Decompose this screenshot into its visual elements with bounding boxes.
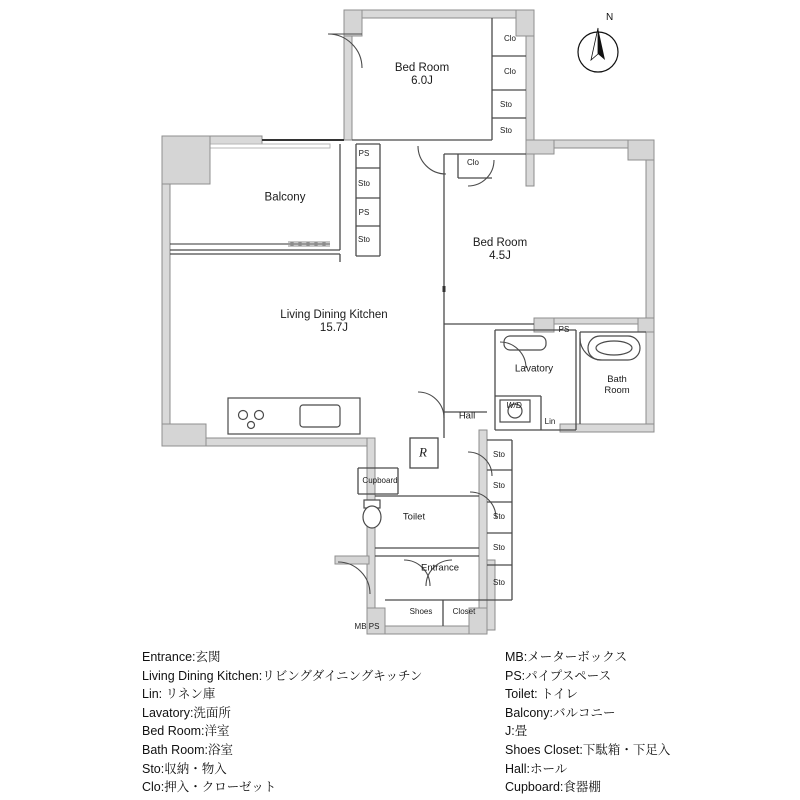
room-name: Bed Room <box>394 61 450 74</box>
legend-item: Cupboard:食器棚 <box>505 780 601 795</box>
room-name: Bath Room <box>604 374 630 396</box>
label-clo-mid: Clo <box>466 158 480 167</box>
label-mb-ps: MB PS <box>354 622 380 631</box>
legend-item: Hall:ホール <box>505 761 568 776</box>
legend-column-left <box>142 648 422 797</box>
kitchen-fixtures <box>228 398 360 434</box>
label-sto-top-2: Sto <box>499 126 513 135</box>
structural-walls <box>162 10 654 634</box>
room-name: Living Dining Kitchen <box>280 308 388 321</box>
bath-tub <box>588 336 640 360</box>
label-sto-col-5: Sto <box>492 578 506 587</box>
label-refrigerator: R <box>419 444 427 460</box>
room-size: 6.0J <box>411 75 433 87</box>
label-sto-top-1: Sto <box>499 100 513 109</box>
label-cupboard: Cupboard <box>362 476 398 485</box>
room-name: Lavatory <box>514 363 554 375</box>
room-size: 4.5J <box>489 250 511 262</box>
label-shoes: Shoes <box>409 607 433 616</box>
label-ps-2: PS <box>358 208 370 217</box>
label-sto-col-3: Sto <box>492 512 506 521</box>
label-sto-col-4: Sto <box>492 543 506 552</box>
legend-item: Shoes Closet:下駄箱・下足入 <box>505 742 671 757</box>
room-name: Entrance <box>420 562 460 574</box>
label-clo-top-1: Clo <box>503 34 517 43</box>
legend-item: Sto:収納・物入 <box>142 761 227 776</box>
legend-item: Lavatory:洗面所 <box>142 705 231 720</box>
legend-item: Entrance:玄関 <box>142 650 221 664</box>
legend-item: Balcony:バルコニー <box>505 705 616 720</box>
legend-item: MB:メーターボックス <box>505 650 628 664</box>
label-sto-left-2: Sto <box>357 235 371 244</box>
label-lin: Lin <box>544 417 556 426</box>
legend-item: Toilet: トイレ <box>505 687 579 702</box>
door-swings <box>234 34 602 594</box>
label-ps-3: PS <box>558 325 570 334</box>
glazing <box>170 140 444 292</box>
label-washer-dryer: W/D <box>506 401 522 410</box>
legend-column-right <box>505 648 670 797</box>
label-ps-1: PS <box>358 149 370 158</box>
room-name: Balcony <box>264 191 306 204</box>
room-name: Toilet <box>402 511 426 523</box>
legend-item: J:畳 <box>505 724 528 739</box>
room-name: Bed Room <box>472 236 528 249</box>
legend-item: Lin: リネン庫 <box>142 687 216 702</box>
legend-item: Living Dining Kitchen:リビングダイニングキッチン <box>142 668 423 683</box>
compass-rose <box>572 8 632 80</box>
label-sto-col-1: Sto <box>492 450 506 459</box>
label-closet: Closet <box>452 607 476 616</box>
room-size: 15.7J <box>319 322 349 334</box>
label-sto-col-2: Sto <box>492 481 506 490</box>
legend-item: Bed Room:洋室 <box>142 724 230 739</box>
legend-item: Bath Room:浴室 <box>142 742 234 757</box>
toilet-fixture <box>363 500 381 528</box>
legend-item: PS:パイプスペース <box>505 668 612 683</box>
room-name: Hall <box>458 410 476 422</box>
svg-text:N: N <box>606 12 614 23</box>
label-sto-left-1: Sto <box>357 179 371 188</box>
legend <box>0 640 800 800</box>
label-clo-top-2: Clo <box>503 67 517 76</box>
legend-item: Clo:押入・クローゼット <box>142 780 277 795</box>
